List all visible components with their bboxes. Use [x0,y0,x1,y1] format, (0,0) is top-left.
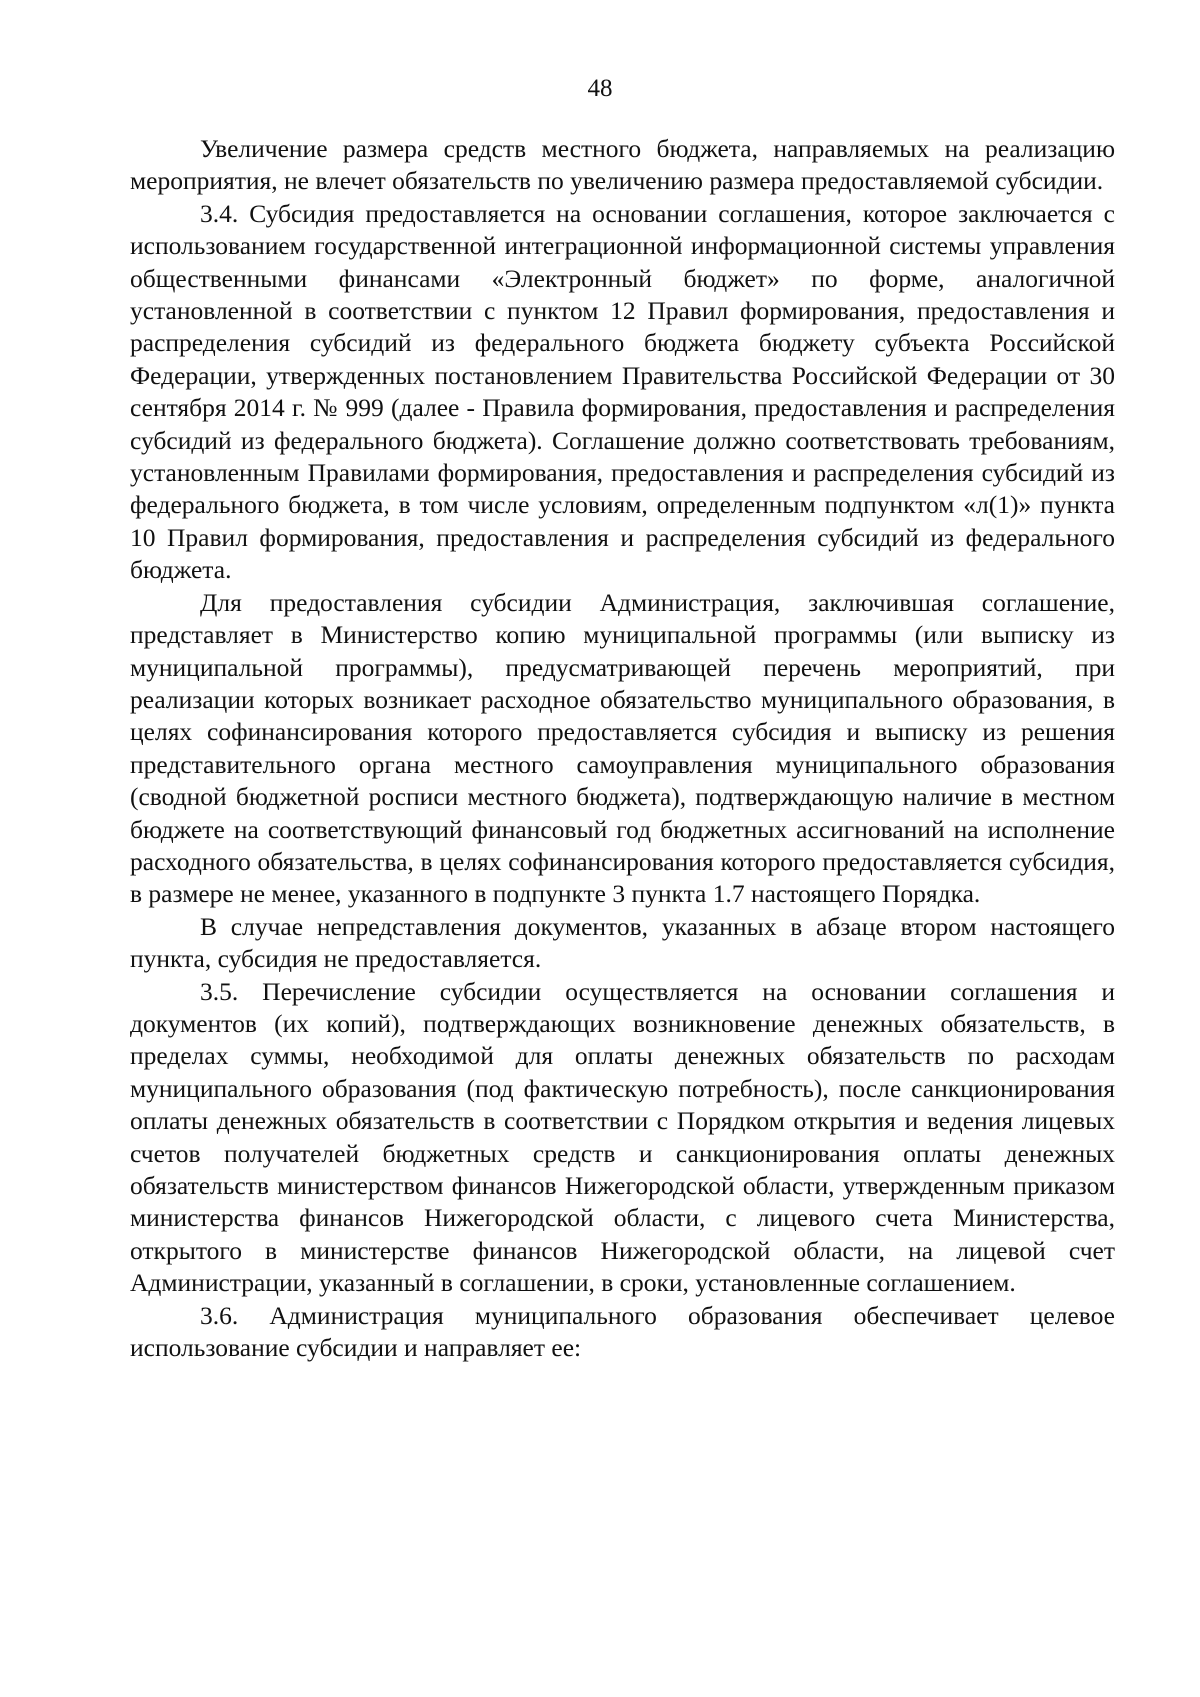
document-body [130,133,1115,1364]
paragraph-documents-submission: Для предоставления субсидии Администрация, заключившая соглашение, представляет в Министерство копию муниципальной программы (или выписку из муниципальной программы), предусматривающей перечень мероприятий, при реализации которых возникает расходное обязательство муниципального образования, в целях софинансирования которого предоставляется субсидия и выписку из решения представительного органа местного самоуправления муниципального образования (сводной бюджетной росписи местного бюджета), подтверждающую наличие в местном бюджете на соответствующий финансовый год бюджетных ассигнований на исполнение расходного обязательства, в целях софинансирования которого предоставляется субсидия, в размере не менее, указанного в подпункте 3 пункта 1.7 настоящего Порядка. [130,587,1115,909]
paragraph-subsidy-increase: Увеличение размера средств местного бюджета, направляемых на реализацию мероприятия, не влечет обязательств по увеличению размера предоставляемой субсидии. [130,134,1115,196]
paragraph-non-submission: В случае непредставления документов, указанных в абзаце втором настоящего пункта, субсидия не предоставляется. [130,911,1115,974]
paragraph-3-6-usage: 3.6. Администрация муниципального образования обеспечивает целевое использование субсидии и направляет ее: [130,1300,1115,1363]
paragraph-3-5-transfer: 3.5. Перечисление субсидии осуществляется на основании соглашения и документов (их копий), подтверждающих возникновение денежных обязательств, в пределах суммы, необходимой для оплаты денежных обязательств по расходам муниципального образования (под фактическую потребность), после санкционирования оплаты денежных обязательств в соответствии с Порядком открытия и ведения лицевых счетов получателей бюджетных средств и санкционирования оплаты денежных обязательств министерством финансов Нижегородской области, утвержденным приказом министерства финансов Нижегородской области, с лицевого счета Министерства, открытого в министерстве финансов Нижегородской области, на лицевой счет Администрации, указанный в соглашении, в сроки, установленные соглашением. [130,976,1115,1298]
paragraph-3-4-agreement: 3.4. Субсидия предоставляется на основании соглашения, которое заключается с использованием государственной интеграционной информационной системы управления общественными финансами «Электронный бюджет» по форме, аналогичной установленной в соответствии с пунктом 12 Правил формирования, предоставления и распределения субсидий из федерального бюджета бюджету субъекта Российской Федерации, утвержденных постановлением Правительства Российской Федерации от 30 сентября 2014 г. № 999 (далее - Правила формирования, предоставления и распределения субсидий из федерального бюджета). Соглашение должно соответствовать требованиям, установленным Правилами формирования, предоставления и распределения субсидий из федерального бюджета, в том числе условиям, определенным подпунктом «л(1)» пункта 10 Правил формирования, предоставления и распределения субсидий из федерального бюджета. [130,198,1115,585]
page-number: 48 [587,75,613,102]
